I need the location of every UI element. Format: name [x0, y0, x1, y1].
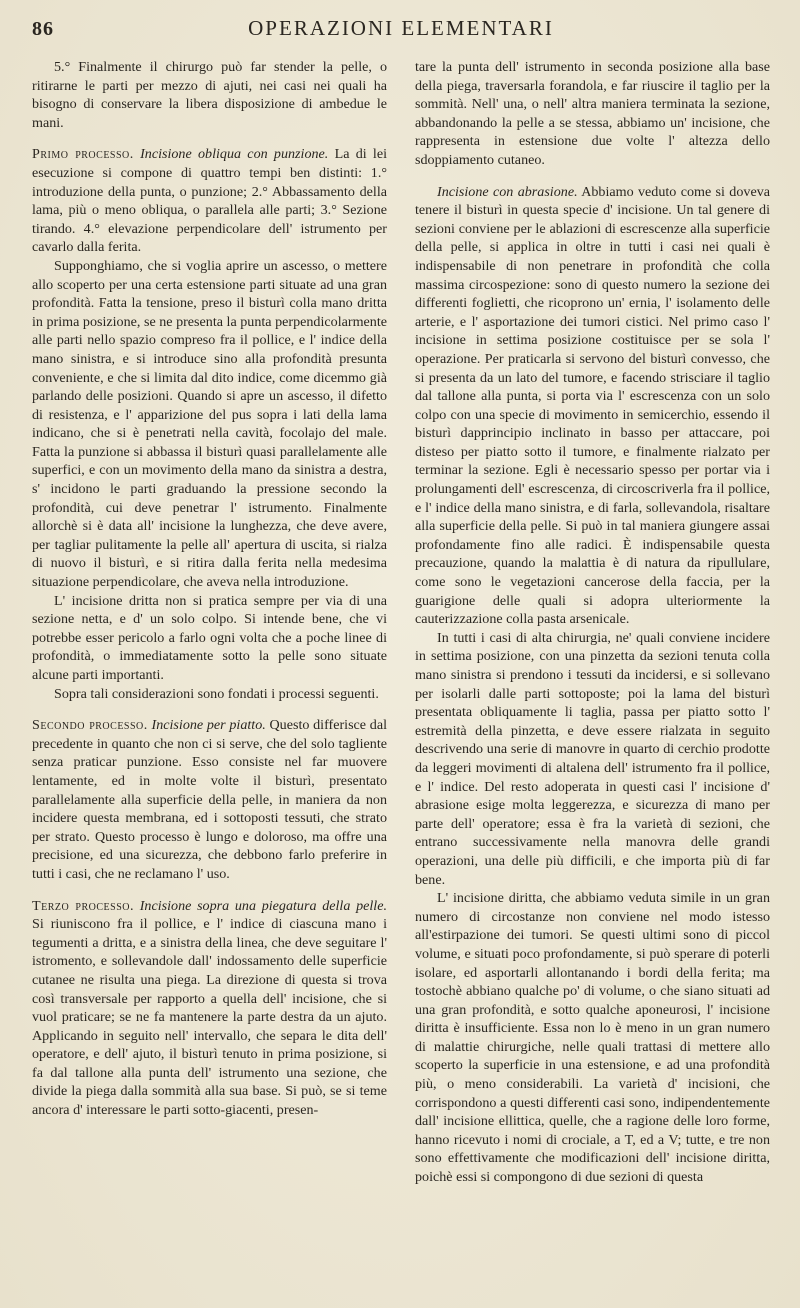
page-number: 86	[32, 18, 54, 40]
section-title: Incisione sopra una piegatura della pelle.	[139, 897, 387, 914]
text-columns	[32, 58, 770, 1187]
paragraph: Supponghiamo, che si voglia aprire un ascesso, o mettere allo scoperto per una certa estensione parti situate ad una gran profondità. Fatta la tensione, preso il bisturì colla mano dritta in prima posizione, se ne presenta la punta perpendicolarmente alle parti nello spazio compreso fra il pollice, e l' indice della mano sinistra, e si introduce sino alla profondità presunta conveniente, e che si limita dal dito indice, come dicemmo già parlando delle posizioni. Quando si apre un ascesso, il difetto di resistenza, e l' apparizione del pus sopra i lati della lama indicano, che si è penetrati nella cavità, focolajo del male. Fatta la punzione si abbassa il bisturì quasi parallelamente alle superfici, e con un movimento della mano da sinistra a destra, s' incidono le parti graduando la pressione secondo la profondità, cui deve penetrar l' istrumento. Finalmente allorchè si è data all' incisione la lunghezza, che deve avere, per tagliar pulitamente la pelle all' apertura di uscita, si rialza di nuovo il bisturì, e si ritira dalla ferita nella medesima situazione perpendicolare, che aveva nella introduzione.	[32, 257, 387, 591]
right-column	[415, 58, 770, 1187]
section-title: Incisione con abrasione.	[437, 183, 578, 200]
running-title: OPERAZIONI ELEMENTARI	[248, 16, 554, 40]
page-header	[32, 16, 770, 44]
paragraph: L' incisione dritta non si pratica sempre per via di una sezione netta, e d' un solo colpo. Si intende bene, che vi potrebbe esser pericolo a farlo ogni volta che a poche linee di profondità, o immediatamente sotto la pelle sono situate alcune parti importanti.	[32, 592, 387, 683]
section-paragraph	[32, 897, 387, 1120]
paragraph: 5.° Finalmente il chirurgo può far stender la pelle, o ritirarne le parti per mezzo di ajuti, nei casi nei quali ha bisogno di conservare la libera disposizione di ambedue le mani.	[32, 59, 387, 131]
section-body: Questo differisce dal precedente in quanto che non ci si serve, che del solo tagliente senza praticar punzione. Esso consiste nel far muovere lentamente, ed in molte volte il bisturì, presentato parallelamente alla superficie della pelle, in maniera da non incidere questa membrana, ed i sottoposti tessuti, che strato per strato. Questo processo è lungo e doloroso, ma offre una precisione, ed una sicurezza, che debbono farlo preferire in tutti i casi, che ne reclamano l' uso.	[32, 717, 387, 882]
section-paragraph	[415, 183, 770, 629]
section-body: Abbiamo veduto come si doveva tenere il bisturì in questa specie d' incisione. Un tal genere di sezioni conviene per le ablazioni di escrescenze alla superficie della pelle, si applica in oltre in tutti i casi nei quali è indispensabile di non penetrare in profondità che colla massima circospezione: sono di questo numero la sezione dei differenti foglietti, che ricoprono un' ernia, l' isolamento delle arterie, e l' asportazione dei tumori cistici. Nel primo caso l' incisione in settima posizione costituisce per se sola l' operazione. Per praticarla si servono del bisturì convesso, che si presenta da un lato del tumore, e facendo strisciare il taglio dal tallone alla punta, si porta via l' escrescenza con un solo colpo con una specie di movimento in semicerchio, essendo il bisturì dapprincipio inclinato in basso per attaccare, poi disteso per piatto sotto il tumore, e finalmente rialzato per terminar la sezione. Egli è necessario spesso per portar via i prolungamenti dell' escrescenza, di circoscriverla fra il pollice, e l' indice della mano sinistra, e di farla, sollevandola, risaltare alla superficie della pelle. Si può in tal maniera giungere assai profondamente fino alle radici. È indispensabile questa precauzione, quando la malattia è di natura da ripullulare, come sono le vegetazioni cancerose della faccia, per la guarigione delle quali si adopra ulteriormente la cauterizzazione colla pasta arsenicale.	[415, 183, 770, 628]
section-paragraph	[32, 716, 387, 883]
section-title: Incisione per piatto.	[151, 717, 266, 734]
section-body: Si riuniscono fra il pollice, e l' indice di ciascuna mano i tegumenti a dritta, e a sinistra della linea, che deve seguitare l' istromento, e sollevandole dall' indossamento delle superficie cutanee ne risulta una piega. La direzione di questa si trova così transversale per rapporto a quella dell' incisione, che si vuol praticare; se ne fa mantenere la parte destra da un ajuto. Applicando in seguito nell' intervallo, che separa le dita dell' operatore, e dell' ajuto, il bisturì tenuto in prima posizione, si fa dal tallone alla punta dell' istrumento una sezione, che divide la piega dalla sommità alla sua base. Si può, se si teme ancora d' interessare le parti sotto-giacenti, presen-	[32, 916, 387, 1119]
paragraph: tare la punta dell' istrumento in seconda posizione alla base della piega, traversarla forandola, e far riuscire il taglio per la sommità. Nell' una, o nell' altra maniera terminata la sezione, abbandonando la pelle a se stessa, abbiamo un' incisione, che rappresenta in estensione due volte l' altezza dello sdoppiamento cutaneo.	[415, 59, 770, 168]
paragraph: L' incisione diritta, che abbiamo veduta simile in un gran numero di circostanze non conviene nel modo istesso all'estirpazione dei tumori. Se questi ultimi sono di piccol volume, e situati poco profondamente, si può sperare di poterli isolare, ed asportarli allontanando i bordi della ferita; ma tostochè abbiano qualche po' di volume, o che siano situati ad una gran profondità, e sotto qualche aponeurosi, l' incisione diritta è insufficiente. Essa non lo è meno in un gran numero di malattie chirurgiche, nelle quali trattasi di mettere allo scoperto la superficie in una estensione, e ad una profondità più, o meno considerabili. La varietà d' incisioni, che corrispondono a questi differenti casi sono, indipendentemente dall' incisione ellittica, quelle, che a ragione delle loro forme, hanno ricevuto i nomi di crociale, a T, ed a V; tutte, e tre non sono effettivamente che modificazioni dell' incisione diritta, poichè essi si compongono di due sezioni di questa	[415, 890, 770, 1186]
section-title: Incisione obliqua con punzione.	[140, 146, 329, 163]
paragraph: Sopra tali considerazioni sono fondati i processi seguenti.	[54, 685, 379, 702]
section-lead: Terzo processo.	[32, 897, 135, 914]
section-paragraph	[32, 145, 387, 257]
section-lead: Secondo processo.	[32, 717, 148, 734]
left-column	[32, 58, 387, 1187]
section-body: La di lei esecuzione si compone di quattro tempi ben distinti: 1.° introduzione della punta, o punzione; 2.° Abbassamento della lama, più o meno obliqua, o parallela alle parti; 3.° Sezione tirando. 4.° elevazione perpendicolare dell' istrumento per cavarlo dalla ferita.	[32, 146, 388, 256]
section-lead: Primo processo.	[32, 146, 134, 163]
paragraph: In tutti i casi di alta chirurgia, ne' quali conviene incidere in settima posizione, con una pinzetta da sezioni tenuta colla mano sinistra si prendono i tessuti da incidersi, e si sollevano per isolarli dalle parti sottoposte; poi la lama del bisturì presentata obliquamente li taglia, passa per piatto sotto l' estremità della pinzetta, e deve essere rialzata in seguito descrivendo una serie di manovre in quarto di cerchio prodotte da leggeri movimenti di altalena dell' istrumento fra il pollice, e l' indice. Del resto adoperata in questi casi l' incisione d' abrasione esige molta leggerezza, e sicurezza di mano per parte dell' operatore; essa è fra la varietà di sezioni, che entrano successivamente nella manovra delle grandi operazioni, una delle più difficili, e che importa più di far bene.	[415, 629, 770, 888]
